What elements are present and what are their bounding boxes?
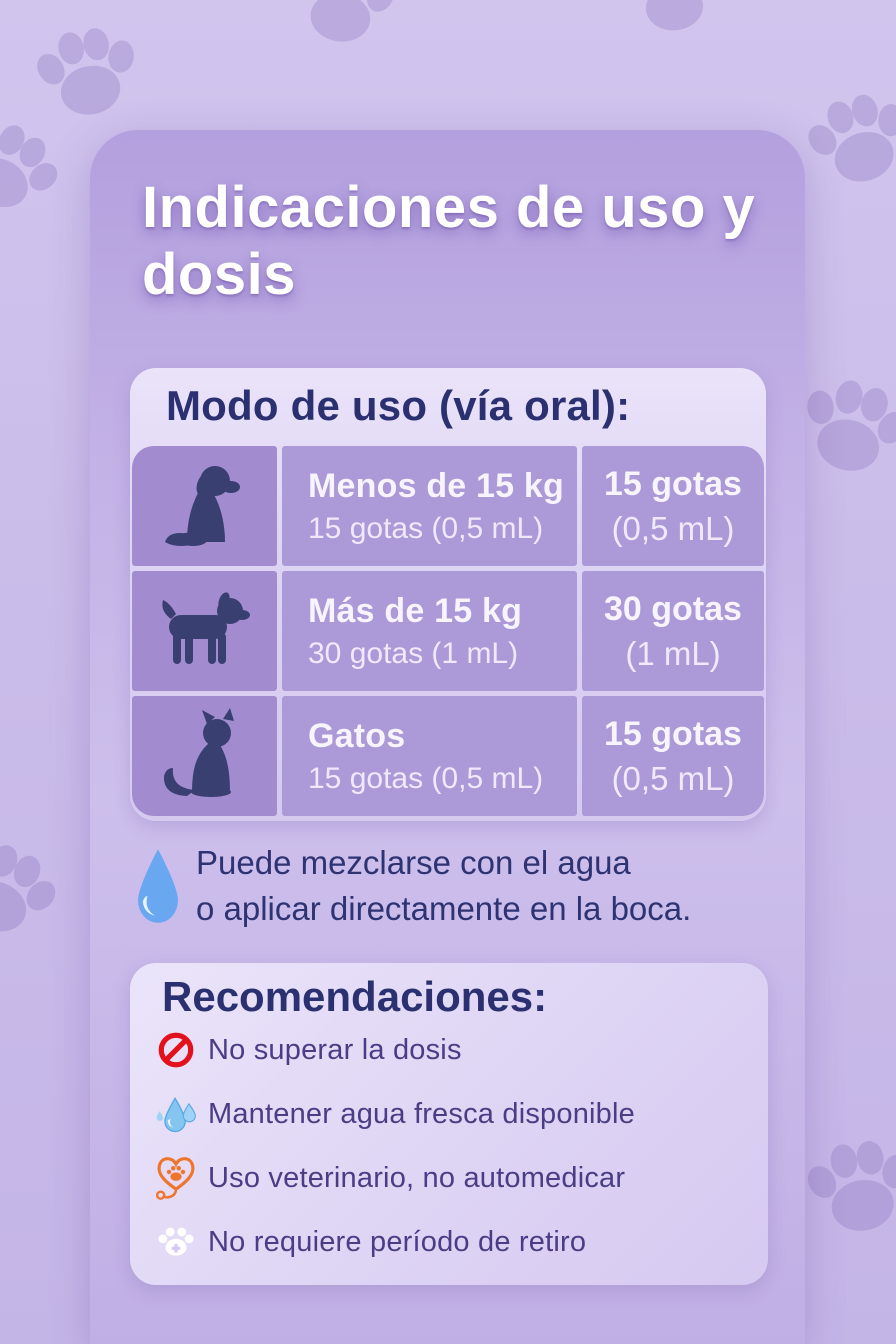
recommendation-label: No requiere período de retiro bbox=[208, 1225, 587, 1258]
list-item bbox=[152, 1082, 752, 1146]
paw-print-icon bbox=[19, 7, 155, 143]
recommendation-label: Mantener agua fresca disponible bbox=[208, 1097, 635, 1130]
dose-volume: (1 mL) bbox=[625, 634, 721, 672]
animal-icon-cell bbox=[132, 696, 277, 816]
dose-cell bbox=[582, 446, 764, 566]
animal-icon-cell bbox=[132, 446, 277, 566]
dose-cell bbox=[582, 696, 764, 816]
list-item bbox=[152, 1146, 752, 1210]
recommendations-panel bbox=[130, 963, 768, 1285]
no-entry-icon bbox=[152, 1024, 200, 1076]
dose-amount: 30 gotas bbox=[604, 589, 742, 628]
weight-label: Gatos bbox=[308, 716, 406, 755]
dose-sublabel: 30 gotas (1 mL) bbox=[308, 636, 519, 670]
paw-cross-icon bbox=[152, 1216, 200, 1268]
dosage-table bbox=[132, 446, 764, 816]
dose-volume: (0,5 mL) bbox=[611, 509, 735, 547]
recommendations-title: Recomendaciones: bbox=[162, 973, 548, 1020]
page-title-line1: Indicaciones de uso y bbox=[142, 175, 756, 240]
list-item bbox=[152, 1018, 752, 1082]
weight-label: Menos de 15 kg bbox=[308, 466, 564, 505]
animal-icon-cell bbox=[132, 571, 277, 691]
recommendations-list bbox=[152, 1018, 752, 1274]
mixing-note-line2: o aplicar directamente en la boca. bbox=[196, 890, 692, 927]
page-title-line2: dosis bbox=[142, 242, 296, 307]
main-card bbox=[90, 130, 805, 1344]
adult-dog-icon bbox=[155, 581, 255, 681]
cat-icon bbox=[155, 706, 255, 806]
mixing-note bbox=[134, 840, 691, 932]
dosage-panel-title: Modo de uso (vía oral): bbox=[166, 382, 631, 429]
page-title bbox=[142, 174, 782, 308]
weight-label-cell bbox=[282, 446, 577, 566]
recommendation-label: No superar la dosis bbox=[208, 1033, 462, 1066]
paw-print-icon bbox=[613, 0, 734, 53]
list-item bbox=[152, 1210, 752, 1274]
water-droplets-icon bbox=[152, 1088, 200, 1140]
puppy-icon bbox=[155, 456, 255, 556]
dose-amount: 15 gotas bbox=[604, 464, 742, 503]
dose-sublabel: 15 gotas (0,5 mL) bbox=[308, 761, 544, 795]
recommendation-label: Uso veterinario, no automedicar bbox=[208, 1161, 626, 1194]
dose-cell bbox=[582, 571, 764, 691]
paw-print-icon bbox=[278, 0, 408, 67]
water-drop-icon bbox=[134, 844, 182, 928]
paw-print-icon bbox=[790, 1120, 896, 1259]
dose-sublabel: 15 gotas (0,5 mL) bbox=[308, 511, 544, 545]
veterinary-stethoscope-icon bbox=[152, 1152, 200, 1204]
paw-print-icon bbox=[0, 818, 77, 968]
mixing-note-line1: Puede mezclarse con el agua bbox=[196, 844, 631, 881]
weight-label: Más de 15 kg bbox=[308, 591, 523, 630]
dosage-panel bbox=[130, 368, 766, 821]
weight-label-cell bbox=[282, 571, 577, 691]
mixing-note-text bbox=[196, 840, 691, 932]
weight-label-cell bbox=[282, 696, 577, 816]
dose-volume: (0,5 mL) bbox=[611, 759, 735, 797]
dose-amount: 15 gotas bbox=[604, 714, 742, 753]
